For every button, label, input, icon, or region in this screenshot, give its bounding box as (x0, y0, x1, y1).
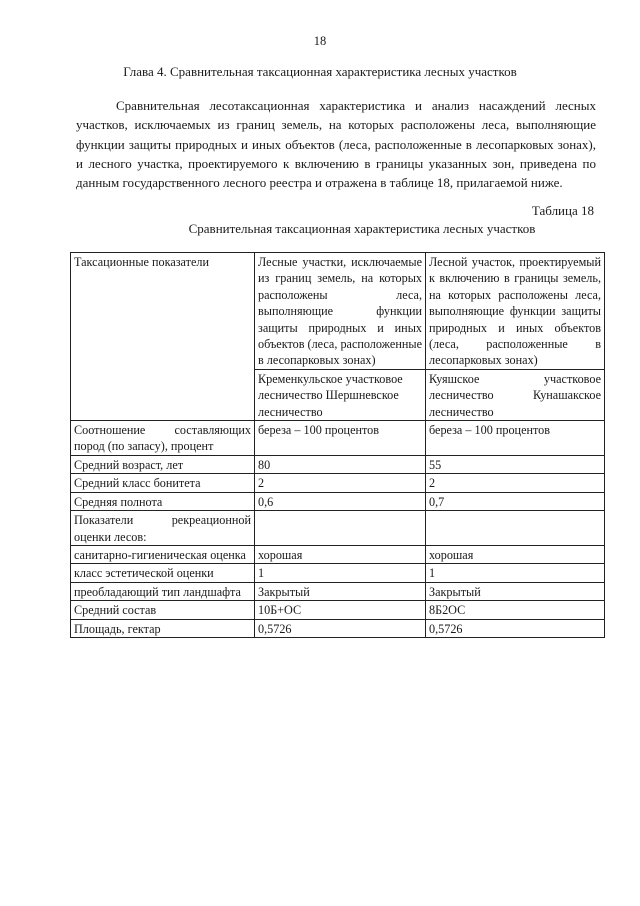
table-row (71, 474, 605, 492)
row-value-included: 0,7 (426, 492, 605, 510)
table-row (71, 545, 605, 563)
row-value-included: Закрытый (426, 582, 605, 600)
row-value-excluded: 0,5726 (255, 619, 426, 637)
header-excluded-plots: Лесные участки, исключаемые из границ земель, на которых расположены леса, выполняющие функции защиты природных и иных объектов (леса, расположенные в лесопарковых зонах) (255, 253, 426, 370)
header-included-plot: Лесной участок, проектируемый к включению в границы земель, на которых расположены леса, выполняющие функции защиты природных и иных объектов (леса, расположенные в лесопарковых зонах) (426, 253, 605, 370)
table-row (71, 601, 605, 619)
row-value-included: хорошая (426, 545, 605, 563)
header-indicators: Таксационные показатели (71, 253, 255, 421)
row-value-included: 1 (426, 564, 605, 582)
row-value-excluded: Закрытый (255, 582, 426, 600)
table-row (71, 455, 605, 473)
row-label: Показатели рекреационной оценки лесов: (71, 511, 255, 546)
table-row (71, 564, 605, 582)
table-caption: Таблица 18 (531, 203, 594, 218)
row-value-excluded: 80 (255, 455, 426, 473)
subheader-included-forestry: Куяшское участковое лесничество Кунашакское лесничество (426, 369, 605, 420)
row-value-excluded (255, 511, 426, 546)
row-label: санитарно-гигиеническая оценка (71, 545, 255, 563)
taxation-table (70, 252, 605, 638)
row-value-excluded: 2 (255, 474, 426, 492)
row-value-included: 0,5726 (426, 619, 605, 637)
row-value-included: береза – 100 процентов (426, 421, 605, 456)
row-label: Площадь, гектар (71, 619, 255, 637)
row-value-excluded: 0,6 (255, 492, 426, 510)
row-label: Средний класс бонитета (71, 474, 255, 492)
subheader-excluded-forestry: Кременкульское участковое лесничество Шершневское лесничество (255, 369, 426, 420)
row-label: Средняя полнота (71, 492, 255, 510)
table-row (71, 511, 605, 546)
row-value-excluded: 1 (255, 564, 426, 582)
row-label: преобладающий тип ландшафта (71, 582, 255, 600)
table-row (71, 582, 605, 600)
row-label: Средний состав (71, 601, 255, 619)
row-value-excluded: береза – 100 процентов (255, 421, 426, 456)
intro-paragraph: Сравнительная лесотаксационная характеристика и анализ насаждений лесных участков, исключаемых из границ земель, на которых расположены леса, выполняющие функции защиты природных и иных объектов (леса, расположенные в лесопарковых зонах), и лесного участка, проектируемого к включению в границы указанных зон, приведена по данным государственного лесного реестра и отражена в таблице 18, прилагаемой ниже. (76, 98, 596, 191)
row-label: Средний возраст, лет (71, 455, 255, 473)
row-value-included: 2 (426, 474, 605, 492)
row-value-included (426, 511, 605, 546)
table-row (71, 421, 605, 456)
row-label: Соотношение составляющих пород (по запасу), процент (71, 421, 255, 456)
row-value-included: 8Б2ОС (426, 601, 605, 619)
table-row (71, 619, 605, 637)
row-value-included: 55 (426, 455, 605, 473)
table-title: Сравнительная таксационная характеристика лесных участков (188, 221, 536, 236)
table-row (71, 492, 605, 510)
page-number: 18 (313, 34, 327, 48)
row-value-excluded: хорошая (255, 545, 426, 563)
row-label: класс эстетической оценки (71, 564, 255, 582)
table-header-row (71, 253, 605, 370)
chapter-title: Глава 4. Сравнительная таксационная характеристика лесных участков (123, 64, 517, 79)
row-value-excluded: 10Б+ОС (255, 601, 426, 619)
